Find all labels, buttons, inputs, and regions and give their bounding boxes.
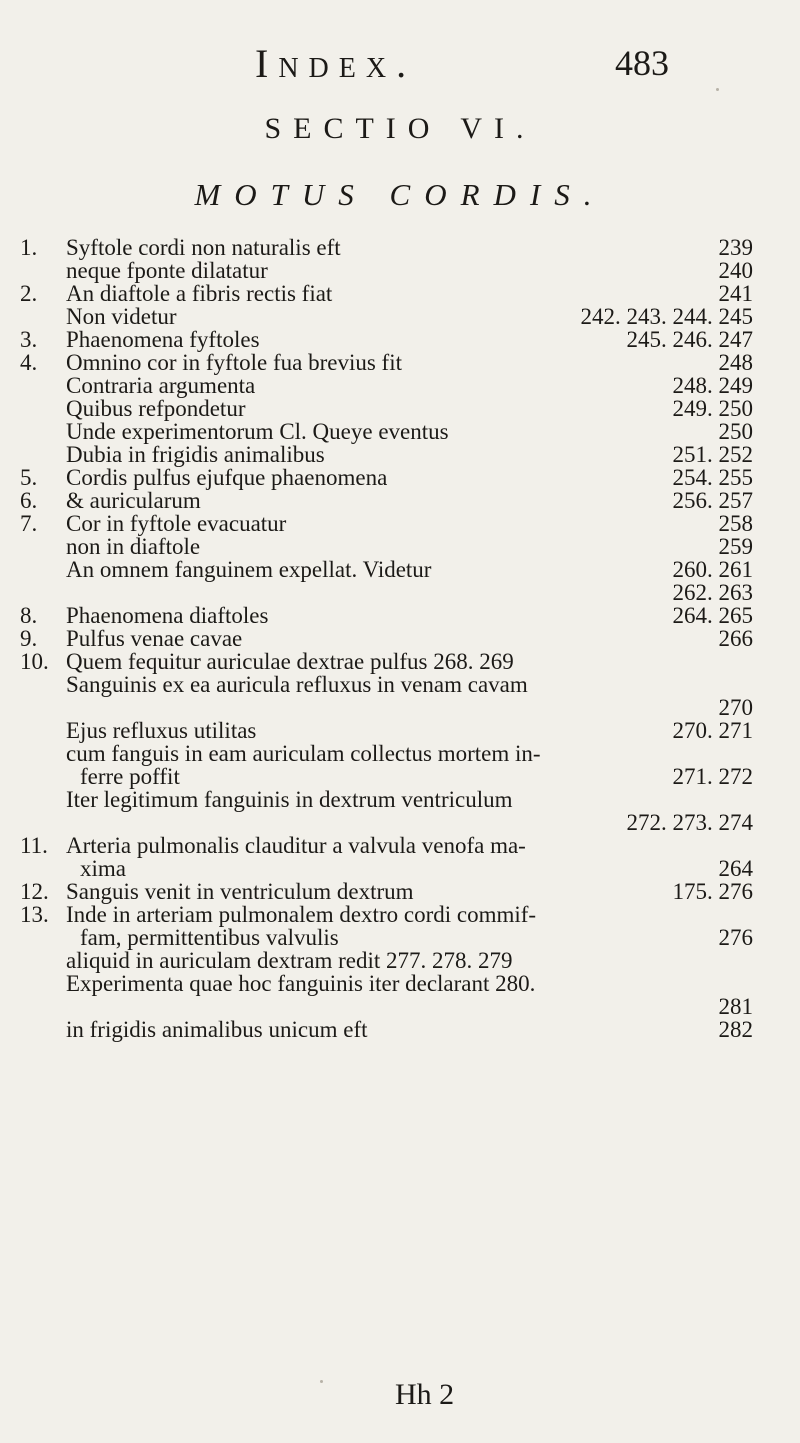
entry-pages: 259 [718, 534, 753, 559]
index-entry [0, 512, 800, 535]
index-entry [0, 811, 800, 834]
entry-text: Ejus refluxus utilitas [66, 718, 257, 743]
entry-number: 13. [20, 902, 49, 927]
entry-number: 5. [20, 465, 38, 490]
entry-text: Iter legitimum fanguinis in dextrum ventriculum [66, 787, 513, 812]
entry-number: 9. [20, 626, 38, 651]
entry-text: Phaenomena fyftoles [66, 327, 260, 352]
index-entry [0, 259, 800, 282]
index-entry [0, 857, 800, 880]
entry-pages: 245. 246. 247 [626, 327, 753, 352]
entry-text: xima [80, 856, 126, 881]
entry-pages: 264. 265 [672, 603, 753, 628]
entry-pages: 239 [718, 235, 753, 260]
section-heading: SECTIO VI. [264, 112, 536, 145]
index-entry [0, 926, 800, 949]
index-entry [0, 719, 800, 742]
index-entry [0, 1018, 800, 1041]
entry-pages: 270. 271 [672, 718, 753, 743]
entry-pages: 240 [718, 258, 753, 283]
paper-speck [320, 1380, 323, 1383]
paper-speck [716, 88, 719, 91]
section-subtitle: MOTUS CORDIS. [194, 177, 606, 212]
entry-text: Omnino cor in fyftole fua brevius fit [66, 350, 402, 375]
entry-text: neque fponte dilatatur [66, 258, 268, 283]
entry-text: Unde experimentorum Cl. Queye eventus [66, 419, 449, 444]
entry-text: Quem fequitur auriculae dextrae pulfus 268. 269 [66, 649, 514, 674]
index-entry [0, 696, 800, 719]
entry-number: 1. [20, 235, 38, 260]
entry-pages: 271. 272 [672, 764, 753, 789]
entry-number: 7. [20, 511, 38, 536]
entry-text: Inde in arteriam pulmonalem dextro cordi commif- [66, 902, 537, 927]
entry-text: Cor in fyftole evacuatur [66, 511, 287, 536]
entry-text: ferre poffit [80, 764, 180, 789]
entry-number: 8. [20, 603, 38, 628]
entry-pages: 175. 276 [672, 879, 753, 904]
entry-text: Pulfus venae cavae [66, 626, 243, 651]
entry-text: Syftole cordi non naturalis eft [66, 235, 341, 260]
entry-pages: 281 [718, 994, 753, 1019]
entry-text: An omnem fanguinem expellat. Videtur [66, 557, 432, 582]
entry-text: Sanguis venit in ventriculum dextrum [66, 879, 414, 904]
entry-text: Dubia in frigidis animalibus [66, 442, 325, 467]
entry-text: Quibus refpondetur [66, 396, 246, 421]
index-entry [0, 535, 800, 558]
entry-text: fam, permittentibus valvulis [80, 925, 339, 950]
entry-number: 6. [20, 488, 38, 513]
entry-text: in frigidis animalibus unicum eft [66, 1017, 368, 1042]
index-entry [0, 328, 800, 351]
index-entry [0, 489, 800, 512]
index-entry [0, 788, 800, 811]
entry-text: & auricularum [66, 488, 201, 513]
index-entry [0, 351, 800, 374]
entry-number: 4. [20, 350, 38, 375]
index-entry [0, 305, 800, 328]
entry-number: 2. [20, 281, 38, 306]
index-entry [0, 466, 800, 489]
entry-pages: 276 [718, 925, 753, 950]
entry-number: 3. [20, 327, 38, 352]
entry-text: Arteria pulmonalis clauditur a valvula venofa ma- [66, 833, 526, 858]
running-title: Index. [255, 41, 417, 86]
entry-text: Contraria argumenta [66, 373, 256, 398]
entry-pages: 282 [718, 1017, 753, 1042]
page-header [0, 40, 800, 100]
entry-pages: 272. 273. 274 [626, 810, 753, 835]
entry-text: An diaftole a fibris rectis fiat [66, 281, 333, 306]
index-entry [0, 443, 800, 466]
index-entry [0, 397, 800, 420]
index-entry [0, 604, 800, 627]
entry-pages: 248 [718, 350, 753, 375]
index-entry [0, 742, 800, 765]
index-entry [0, 374, 800, 397]
entry-number: 12. [20, 879, 49, 904]
index-entry [0, 949, 800, 972]
entry-pages: 260. 261 [672, 557, 753, 582]
entry-text: Non videtur [66, 304, 177, 329]
entry-pages: 241 [718, 281, 753, 306]
index-entry [0, 558, 800, 581]
signature-text: Hh 2 [395, 1378, 455, 1411]
entry-pages: 251. 252 [672, 442, 753, 467]
entry-pages: 264 [718, 856, 753, 881]
entry-pages: 266 [718, 626, 753, 651]
entry-pages: 254. 255 [672, 465, 753, 490]
entry-number: 10. [20, 649, 49, 674]
entry-text: aliquid in auriculam dextram redit 277. 278. 279 [66, 948, 513, 973]
entry-pages: 242. 243. 244. 245 [580, 304, 753, 329]
index-entry [0, 650, 800, 673]
entry-text: Phaenomena diaftoles [66, 603, 269, 628]
index-entry [0, 765, 800, 788]
index-entry [0, 282, 800, 305]
entry-text: Cordis pulfus ejufque phaenomena [66, 465, 388, 490]
index-entry [0, 995, 800, 1018]
entry-text: cum fanguis in eam auriculam collectus mortem in- [66, 741, 541, 766]
entry-pages: 256. 257 [672, 488, 753, 513]
entry-pages: 262. 263 [672, 580, 753, 605]
entry-pages: 249. 250 [672, 396, 753, 421]
index-entry [0, 581, 800, 604]
index-entries [0, 236, 800, 1041]
entry-text: Experimenta quae hoc fanguinis iter declarant 280. [66, 971, 536, 996]
index-entry [0, 972, 800, 995]
entry-pages: 258 [718, 511, 753, 536]
entry-number: 11. [20, 833, 48, 858]
page-number: 483 [615, 43, 669, 83]
index-entry [0, 420, 800, 443]
index-entry [0, 834, 800, 857]
entry-pages: 250 [718, 419, 753, 444]
index-entry [0, 880, 800, 903]
index-entry [0, 236, 800, 259]
index-entry [0, 903, 800, 926]
index-entry [0, 673, 800, 696]
entry-pages: 270 [718, 695, 753, 720]
entry-pages: 248. 249 [672, 373, 753, 398]
entry-text: non in diaftole [66, 534, 201, 559]
entry-text: Sanguinis ex ea auricula refluxus in venam cavam [66, 672, 528, 697]
index-entry [0, 627, 800, 650]
